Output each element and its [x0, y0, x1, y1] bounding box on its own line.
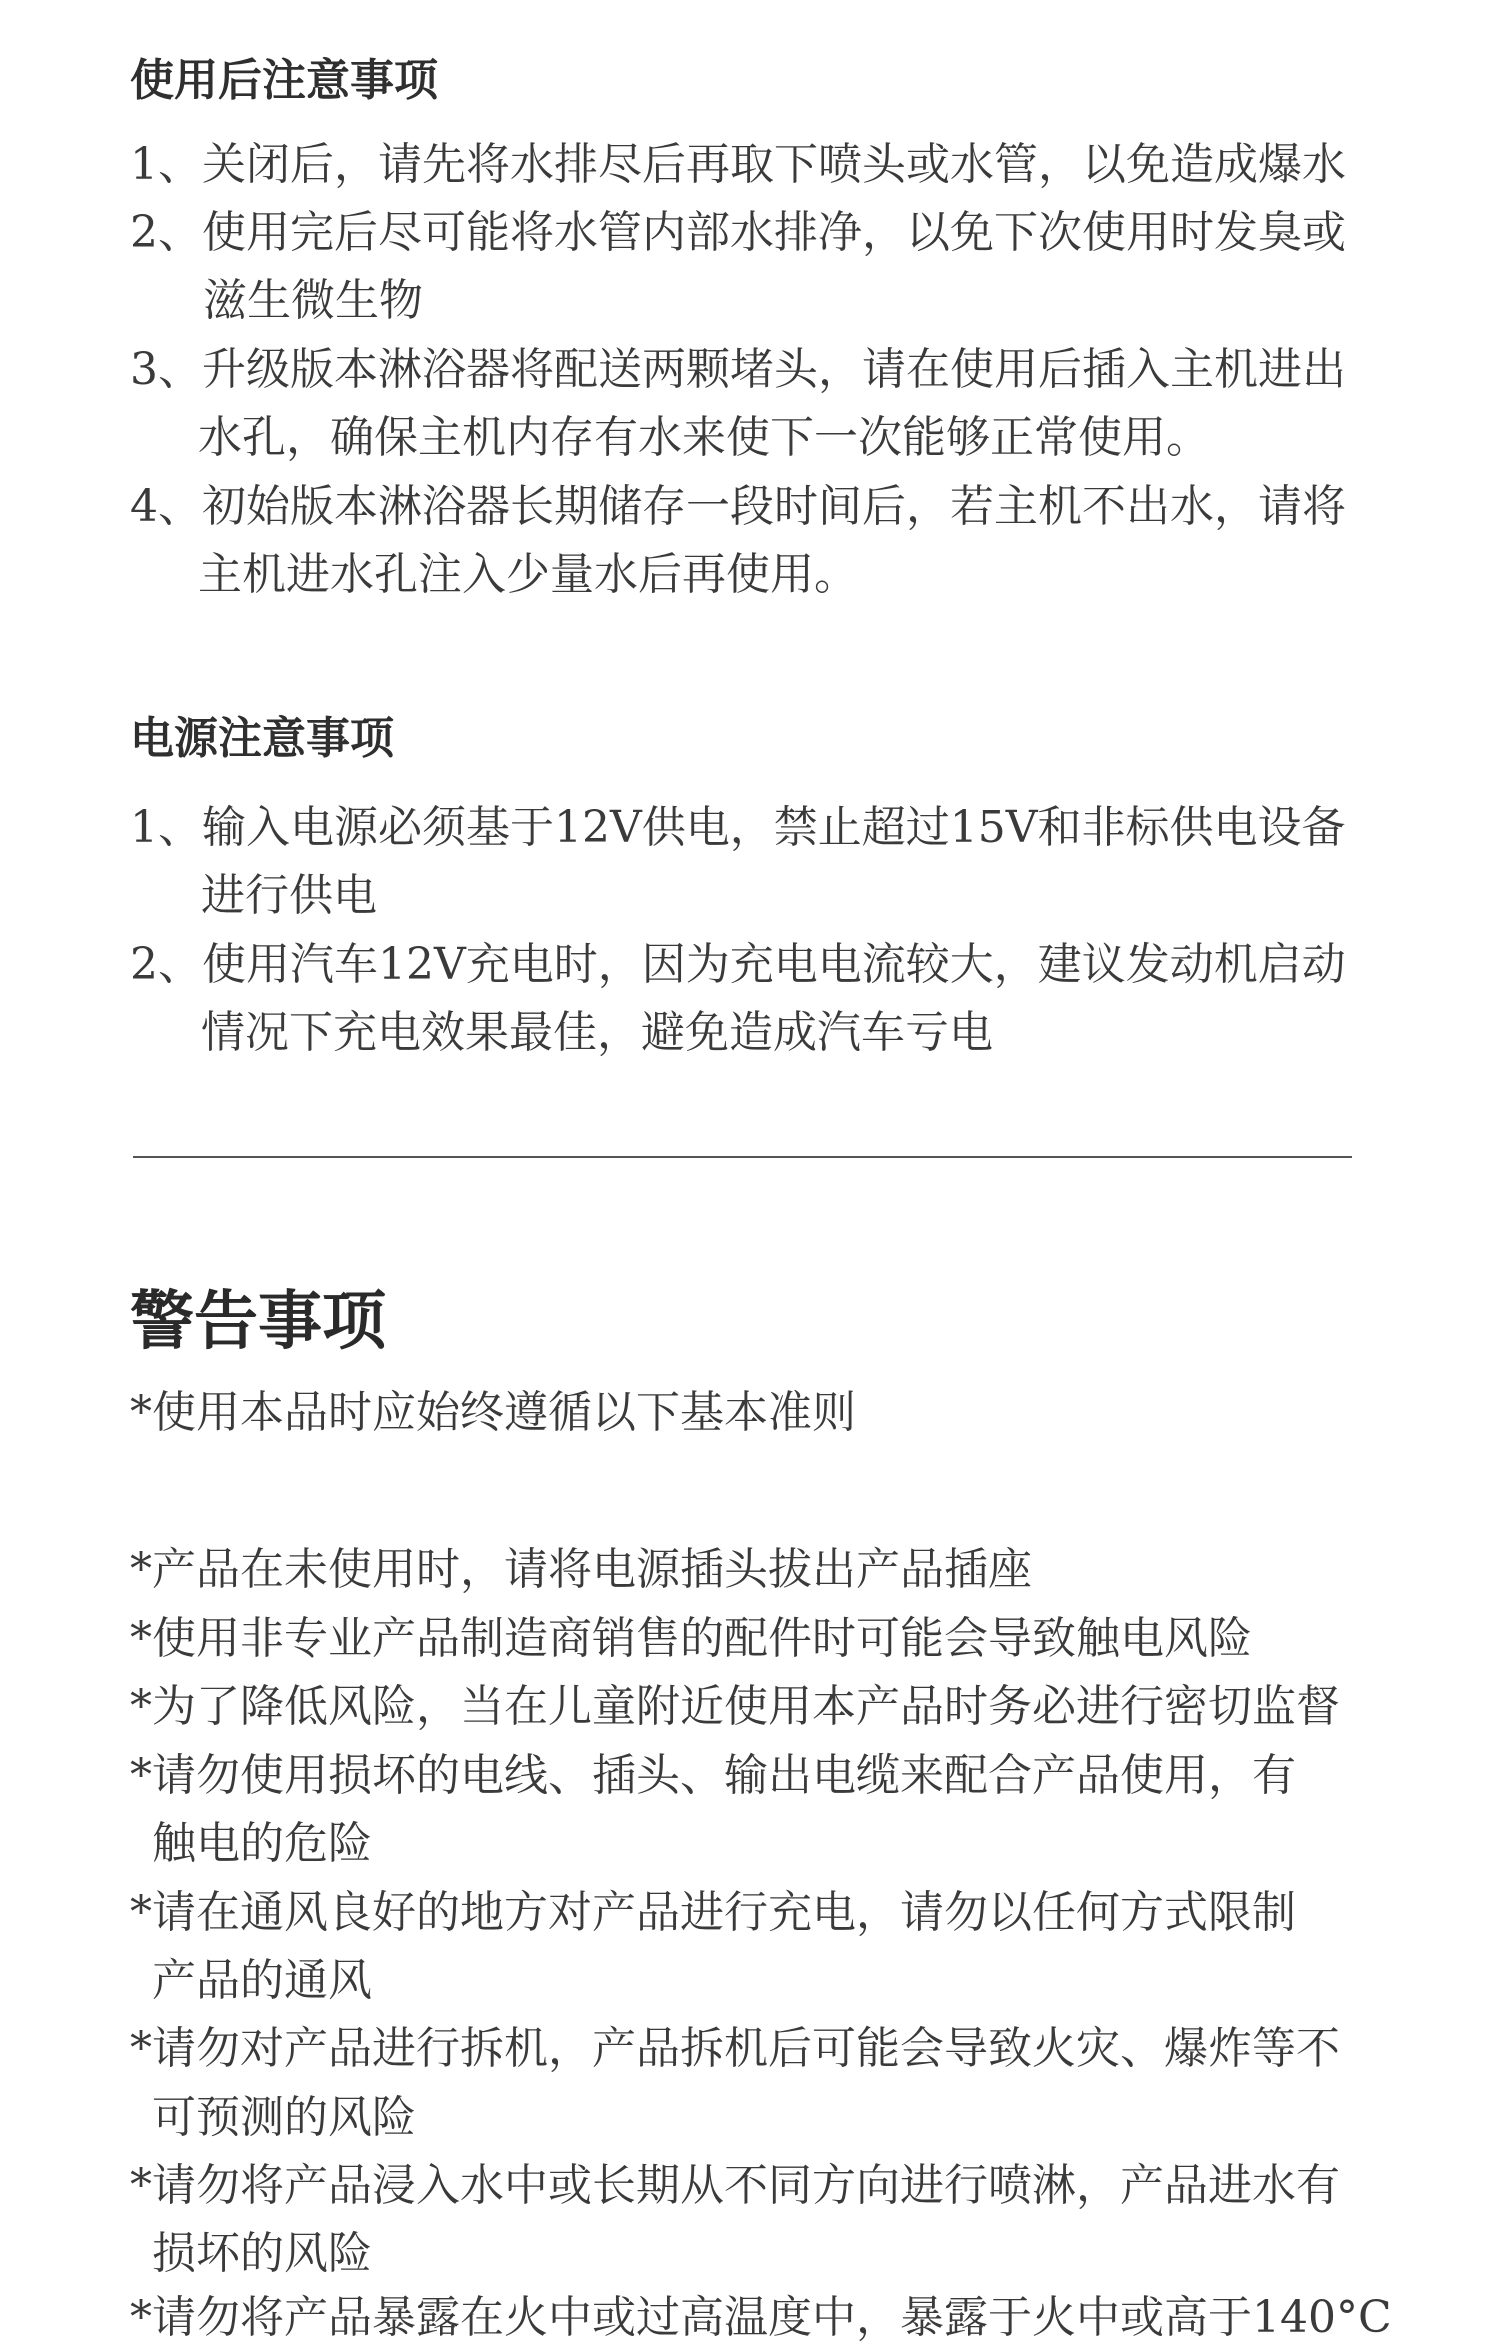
after-use-line-3-cont: 水孔，确保主机内存有水来使下一次能够正常使用。: [198, 412, 1210, 463]
warning-line-5-cont: 产品的通风: [152, 1955, 372, 2006]
warning-line-4-cont: 触电的危险: [152, 1818, 372, 1869]
warnings-title: 警告事项: [130, 1284, 386, 1359]
after-use-line-3: 3、升级版本淋浴器将配送两颗堵头，请在使用后插入主机进出: [130, 344, 1346, 395]
section-divider: [133, 1156, 1352, 1158]
warning-line-1: *产品在未使用时，请将电源插头拔出产品插座: [130, 1544, 1032, 1595]
warning-line-2: *使用非专业产品制造商销售的配件时可能会导致触电风险: [130, 1613, 1252, 1664]
power-line-2: 2、使用汽车12V充电时，因为充电电流较大，建议发动机启动: [130, 939, 1346, 990]
after-use-line-4-cont: 主机进水孔注入少量水后再使用。: [198, 549, 858, 600]
after-use-line-2: 2、使用完后尽可能将水管内部水排净，以免下次使用时发臭或: [130, 207, 1346, 258]
power-line-1-cont: 进行供电: [201, 870, 377, 921]
warning-line-5: *请在通风良好的地方对产品进行充电，请勿以任何方式限制: [130, 1887, 1296, 1938]
power-line-2-cont: 情况下充电效果最佳，避免造成汽车亏电: [201, 1007, 993, 1058]
warning-line-6-cont: 可预测的风险: [152, 2092, 416, 2143]
warning-line-8: *请勿将产品暴露在火中或过高温度中，暴露于火中或高于140°C: [130, 2292, 1392, 2343]
after-use-line-4: 4、初始版本淋浴器长期储存一段时间后，若主机不出水，请将: [130, 481, 1346, 532]
warning-line-3: *为了降低风险，当在儿童附近使用本产品时务必进行密切监督: [130, 1681, 1340, 1732]
power-heading: 电源注意事项: [130, 713, 394, 764]
after-use-line-1: 1、关闭后，请先将水排尽后再取下喷头或水管，以免造成爆水: [130, 139, 1346, 190]
power-line-1: 1、输入电源必须基于12V供电，禁止超过15V和非标供电设备: [130, 802, 1346, 853]
warning-line-4: *请勿使用损坏的电线、插头、输出电缆来配合产品使用，有: [130, 1750, 1296, 1801]
after-use-line-2-cont: 滋生微生物: [203, 275, 423, 326]
warnings-intro: *使用本品时应始终遵循以下基本准则: [130, 1387, 856, 1438]
after-use-heading: 使用后注意事项: [130, 55, 438, 106]
warning-line-7-cont: 损坏的风险: [152, 2228, 372, 2279]
warning-line-6: *请勿对产品进行拆机，产品拆机后可能会导致火灾、爆炸等不: [130, 2023, 1340, 2074]
warning-line-7: *请勿将产品浸入水中或长期从不同方向进行喷淋，产品进水有: [130, 2160, 1340, 2211]
